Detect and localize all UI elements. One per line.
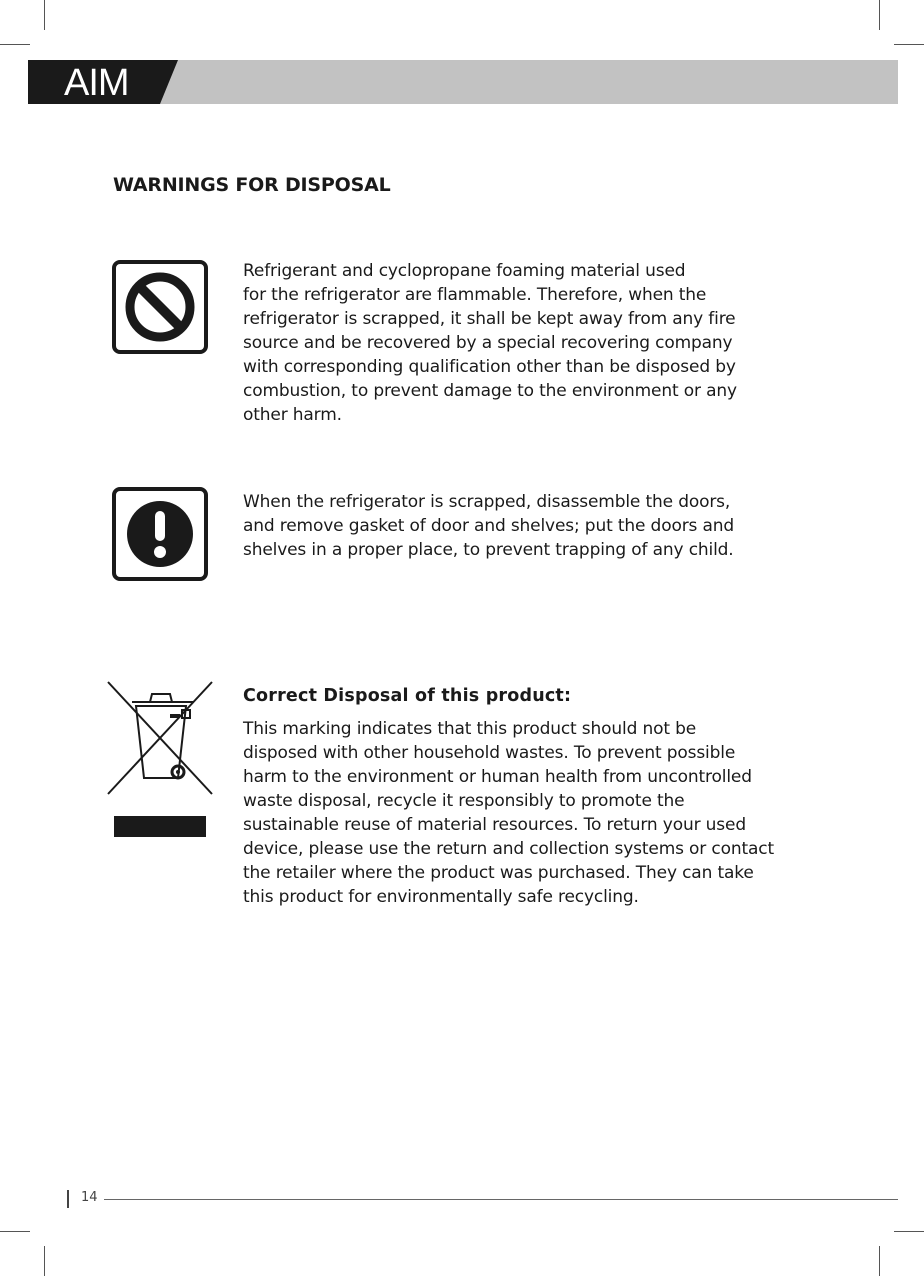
text-line: with corresponding qualification other than be disposed by	[243, 357, 736, 377]
page-number: 14	[81, 1190, 98, 1205]
text-line: this product for environmentally safe recycling.	[243, 887, 639, 907]
header-band	[28, 60, 898, 104]
text-line: other harm.	[243, 405, 342, 425]
footer-rule	[104, 1199, 898, 1200]
crop-mark	[0, 44, 30, 45]
brand-logo	[28, 60, 178, 104]
prohibition-icon	[112, 260, 208, 354]
crop-mark	[894, 44, 924, 45]
text-line: combustion, to prevent damage to the environment or any	[243, 381, 737, 401]
crop-mark	[894, 1231, 924, 1232]
text-line: sustainable reuse of material resources. To return your used	[243, 815, 746, 835]
text-line: This marking indicates that this product should not be	[243, 719, 697, 739]
crossed-bin-icon	[104, 680, 216, 798]
crop-mark	[879, 0, 880, 30]
section-3-text	[243, 717, 774, 909]
crop-mark	[44, 1246, 45, 1276]
text-line: the retailer where the product was purchased. They can take	[243, 863, 754, 883]
text-line: Refrigerant and cyclopropane foaming material used	[243, 261, 686, 281]
text-line: source and be recovered by a special recovering company	[243, 333, 733, 353]
crop-mark	[0, 1231, 30, 1232]
crop-mark	[879, 1246, 880, 1276]
text-line: waste disposal, recycle it responsibly to promote the	[243, 791, 685, 811]
section-1-text	[243, 259, 737, 427]
section-2-text	[243, 490, 734, 562]
text-line: and remove gasket of door and shelves; put the doors and	[243, 516, 735, 536]
text-line: refrigerator is scrapped, it shall be kept away from any fire	[243, 309, 736, 329]
text-line: disposed with other household wastes. To prevent possible	[243, 743, 736, 763]
text-line: device, please use the return and collection systems or contact	[243, 839, 774, 859]
text-line: When the refrigerator is scrapped, disassemble the doors,	[243, 492, 731, 512]
text-line: shelves in a proper place, to prevent trapping of any child.	[243, 540, 734, 560]
crop-mark	[44, 0, 45, 30]
brand-logo-text: AIM	[64, 62, 129, 104]
section-3-heading: Correct Disposal of this product:	[243, 686, 572, 706]
text-line: harm to the environment or human health from uncontrolled	[243, 767, 752, 787]
text-line: for the refrigerator are flammable. Therefore, when the	[243, 285, 707, 305]
weee-bar	[114, 816, 206, 837]
exclamation-icon	[112, 487, 208, 581]
page-title: WARNINGS FOR DISPOSAL	[113, 174, 391, 196]
footer-tick	[67, 1190, 69, 1208]
